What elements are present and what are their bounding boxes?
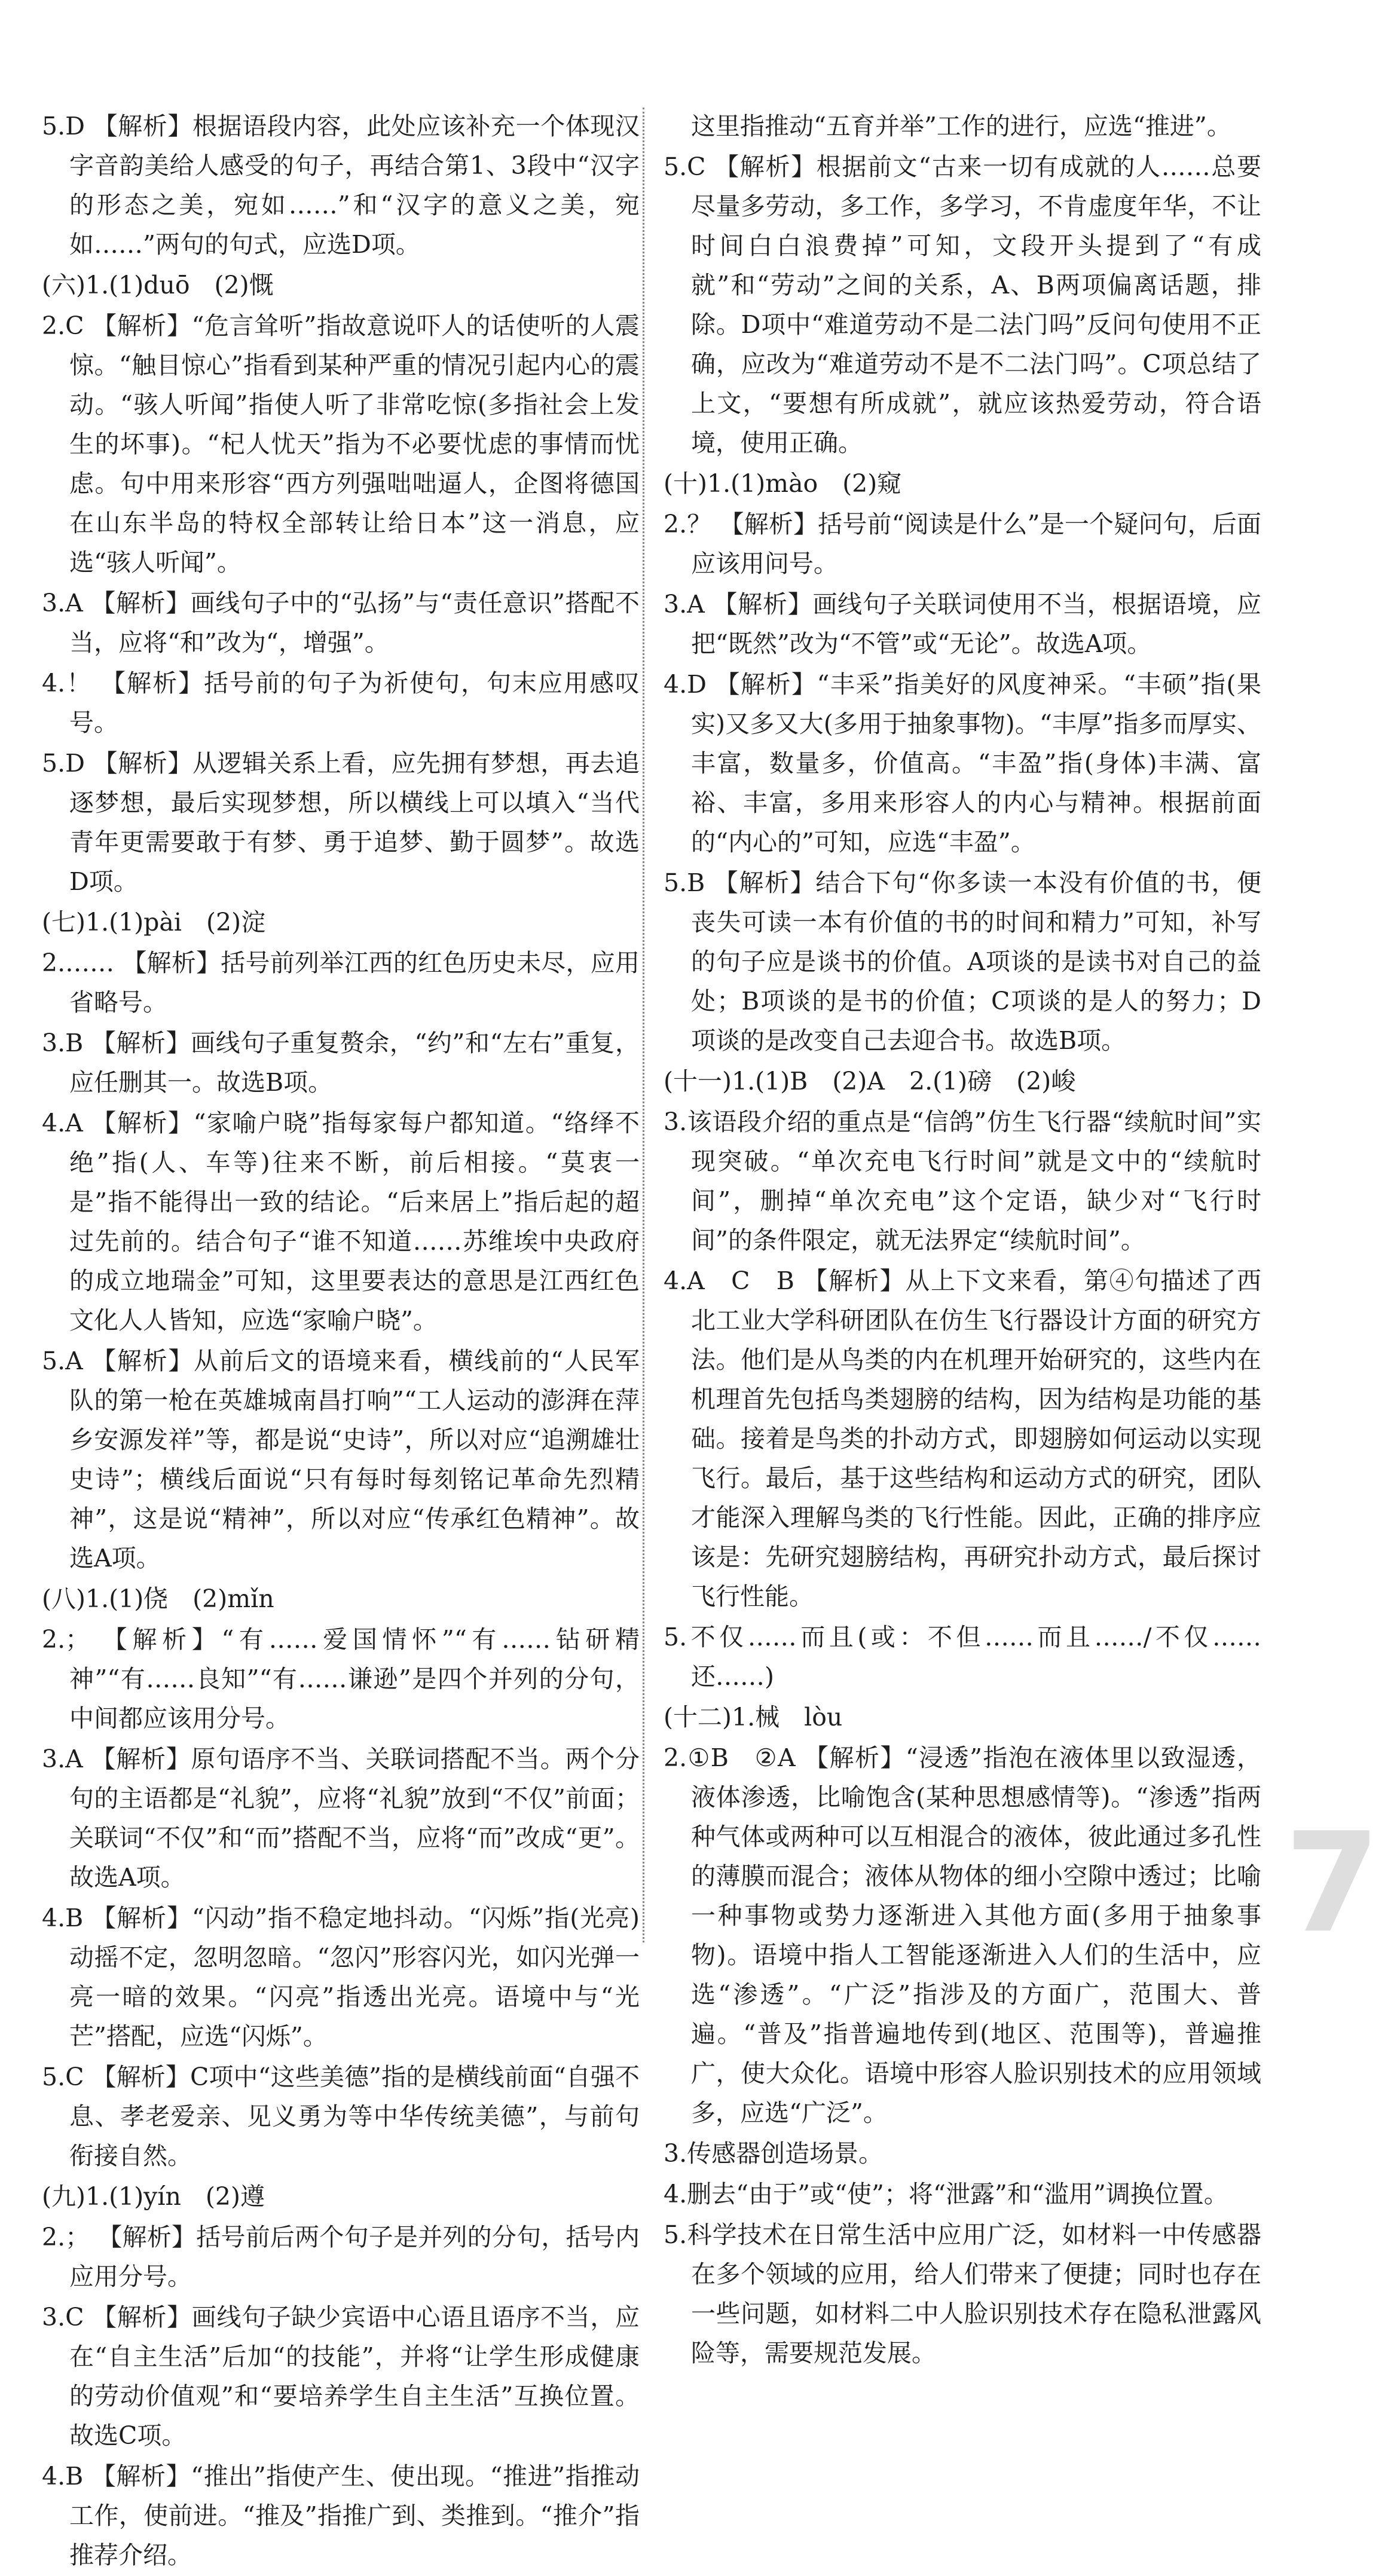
section-answer-line: (十)1.(1)mào (2)窥: [664, 469, 902, 498]
section-answer-line: (七)1.(1)pài (2)淀: [42, 908, 266, 937]
answer-item: 5.C 【解析】根据前文“古来一切有成就的人……总要尽量多劳动，多工作，多学习，不肯虚度年华，不让时间白白浪费掉”可知，文段开头提到了“有成就”和“劳动”之间的关系，A、B两项偏离话题，排除。D项中“难道劳动不是二法门吗”反问句使用不正确，应改为“难道劳动不是不二法门吗”。C项总结了上文，“要想有所成就”，就应该热爱劳动，符合语境，使用正确。: [664, 152, 1261, 457]
answer-item: 4.！ 【解析】括号前的句子为祈使句，句末应用感叹号。: [42, 669, 640, 737]
section-answer-line: (九)1.(1)yín (2)遵: [42, 2182, 265, 2211]
section-answer-line: (十二)1.械 lòu: [664, 1703, 843, 1731]
answer-item: 5.A 【解析】从前后文的语境来看，横线前的“人民军队的第一枪在英雄城南昌打响”“工人运动的澎湃在萍乡安源发祥”等，都是说“史诗”，所以对应“追溯雄壮史诗”；横线后面说“只有每时每刻铭记革命先烈精神”，这是说“精神”，所以对应“传承红色精神”。故选A项。: [42, 1347, 640, 1572]
answer-item: 5.D 【解析】根据语段内容，此处应该补充一个体现汉字音韵美给人感受的句子，再结合第1、3段中“汉字的形态之美，宛如……”和“汉字的意义之美，宛如……”两句的句式，应选D项。: [42, 112, 640, 259]
answer-item: 5.C 【解析】C项中“这些美德”指的是横线前面“自强不息、孝老爱亲、见义勇为等中华传统美德”，与前句衔接自然。: [42, 2063, 640, 2170]
answer-item: 4.B 【解析】“闪动”指不稳定地抖动。“闪烁”指(光亮)动摇不定，忽明忽暗。“忽闪”形容闪光，如闪光弹一亮一暗的效果。“闪亮”指透出光亮。语境中与“光芒”搭配，应选“闪烁”。: [42, 1904, 640, 2051]
answer-item: 5.不仅……而且(或：不但……而且……/不仅……还……): [664, 1623, 1261, 1691]
answer-item: 4.D 【解析】“丰采”指美好的风度神采。“丰硕”指(果实)又多又大(多用于抽象事物)。“丰厚”指多而厚实、丰富，数量多，价值高。“丰盈”指(身体)丰满、富裕、丰富，多用来形容人的内心与精神。根据前面的“内心的”可知，应选“丰盈”。: [664, 670, 1261, 856]
answer-item: 2.； 【解析】“有……爱国情怀”“有……钻研精神”“有……良知”“有……谦逊”是四个并列的分句，中间都应该用分号。: [42, 1625, 640, 1733]
answer-item: 2.？ 【解析】括号前“阅读是什么”是一个疑问句，后面应该用问号。: [664, 510, 1261, 578]
answer-item: 2.①B ②A 【解析】“浸透”指泡在液体里以致湿透，液体渗透，比喻饱含(某种思想感情等)。“渗透”指两种气体或两种可以互相混合的液体，彼此通过多孔性的薄膜而混合；液体从物体的细小空隙中透过；比喻一种事物或势力逐渐进入其他方面(多用于抽象事物)。语境中指人工智能逐渐进入人们的生活中，应选“渗透”。“广泛”指涉及的方面广，范围大、普遍。“普及”指普遍地传到(地区、范围等)，普遍推广，使大众化。语境中形容人脸识别技术的应用领域多，应选“广泛”。: [664, 1743, 1261, 2127]
left-column: [42, 106, 640, 2576]
page-number-watermark: 7: [1284, 1804, 1380, 1963]
section-answer-line: (八)1.(1)侥 (2)mǐn: [42, 1584, 274, 1613]
answer-item: 5.B 【解析】结合下句“你多读一本没有价值的书，便丧失可读一本有价值的书的时间和精力”可知，补写的句子应是谈书的价值。A项谈的是读书对自己的益处；B项谈的是书的价值；C项谈的是人的努力；D项谈的是改变自己去迎合书。故选B项。: [664, 868, 1261, 1055]
section-answer-line: (六)1.(1)duō (2)慨: [42, 271, 274, 299]
answer-item: 3.A 【解析】画线句子关联词使用不当，根据语境，应把“既然”改为“不管”或“无论”。故选A项。: [664, 590, 1261, 658]
answer-item: 2.…… 【解析】括号前列举江西的红色历史未尽，应用省略号。: [42, 949, 640, 1017]
answer-item: 3.A 【解析】画线句子中的“弘扬”与“责任意识”搭配不当，应将“和”改为“，增强”。: [42, 589, 640, 657]
answer-item: 5.D 【解析】从逻辑关系上看，应先拥有梦想，再去追逐梦想，最后实现梦想，所以横线上可以填入“当代青年更需要敢于有梦、勇于追梦、勤于圆梦”。故选D项。: [42, 749, 640, 896]
answer-item: 3.A 【解析】原句语序不当、关联词搭配不当。两个分句的主语都是“礼貌”，应将“礼貌”放到“不仅”前面；关联词“不仅”和“而”搭配不当，应将“而”改成“更”。故选A项。: [42, 1745, 640, 1892]
column-divider: [643, 108, 644, 1942]
answer-item: 2.C 【解析】“危言耸听”指故意说吓人的话使听的人震惊。“触目惊心”指看到某种严重的情况引起内心的震动。“骇人听闻”指使人听了非常吃惊(多指社会上发生的坏事)。“杞人忧天”指为不必要忧虑的事情而忧虑。句中用来形容“西方列强咄咄逼人，企图将德国在山东半岛的特权全部转让给日本”这一消息，应选“骇人听闻”。: [42, 311, 640, 577]
answer-item: 4.A 【解析】“家喻户晓”指每家每户都知道。“络绎不绝”指(人、车等)往来不断，前后相接。“莫衷一是”指不能得出一致的结论。“后来居上”指后起的超过先前的。结合句子“谁不知道……苏维埃中央政府的成立地瑞金”可知，这里要表达的意思是江西红色文化人人皆知，应选“家喻户晓”。: [42, 1109, 640, 1335]
answer-item: 这里指推动“五育并举”工作的进行，应选“推进”。: [691, 112, 1231, 140]
answer-item: 4.A C B 【解析】从上下文来看，第④句描述了西北工业大学科研团队在仿生飞行器设计方面的研究方法。他们是从鸟类的内在机理开始研究的，这些内在机理首先包括鸟类翅膀的结构，因为结构是功能的基础。接着是鸟类的扑动方式，即翅膀如何运动以实现飞行。最后，基于这些结构和运动方式的研究，团队才能深入理解鸟类的飞行性能。因此，正确的排序应该是：先研究翅膀结构，再研究扑动方式，最后探讨飞行性能。: [664, 1266, 1261, 1611]
answer-item: 3.B 【解析】画线句子重复赘余，“约”和“左右”重复，应任删其一。故选B项。: [42, 1029, 640, 1097]
answer-item: 2.； 【解析】括号前后两个句子是并列的分句，括号内应用分号。: [42, 2223, 640, 2291]
answer-item: 4.B 【解析】“推出”指使产生、使出现。“推进”指推动工作，使前进。“推及”指推广到、类推到。“推介”指推荐介绍。: [42, 2462, 640, 2569]
answer-item: 5.科学技术在日常生活中应用广泛，如材料一中传感器在多个领域的应用，给人们带来了便捷；同时也存在一些问题，如材料二中人脸识别技术存在隐私泄露风险等，需要规范发展。: [664, 2220, 1261, 2367]
answer-item: 4.删去“由于”或“使”；将“泄露”和“滥用”调换位置。: [664, 2180, 1228, 2208]
right-column: [664, 106, 1261, 2374]
answer-item: 3.传感器创造场景。: [664, 2139, 884, 2168]
answer-item: 3.C 【解析】画线句子缺少宾语中心语且语序不当，应在“自主生活”后加“的技能”，并将“让学生形成健康的劳动价值观”和“要培养学生自主生活”互换位置。故选C项。: [42, 2303, 640, 2450]
section-answer-line: (十一)1.(1)B (2)A 2.(1)磅 (2)峻: [664, 1067, 1076, 1096]
answer-item: 3.该语段介绍的重点是“信鸽”仿生飞行器“续航时间”实现突破。“单次充电飞行时间”就是文中的“续航时间”，删掉“单次充电”这个定语，缺少对“飞行时间”的条件限定，就无法界定“续航时间”。: [664, 1108, 1261, 1255]
